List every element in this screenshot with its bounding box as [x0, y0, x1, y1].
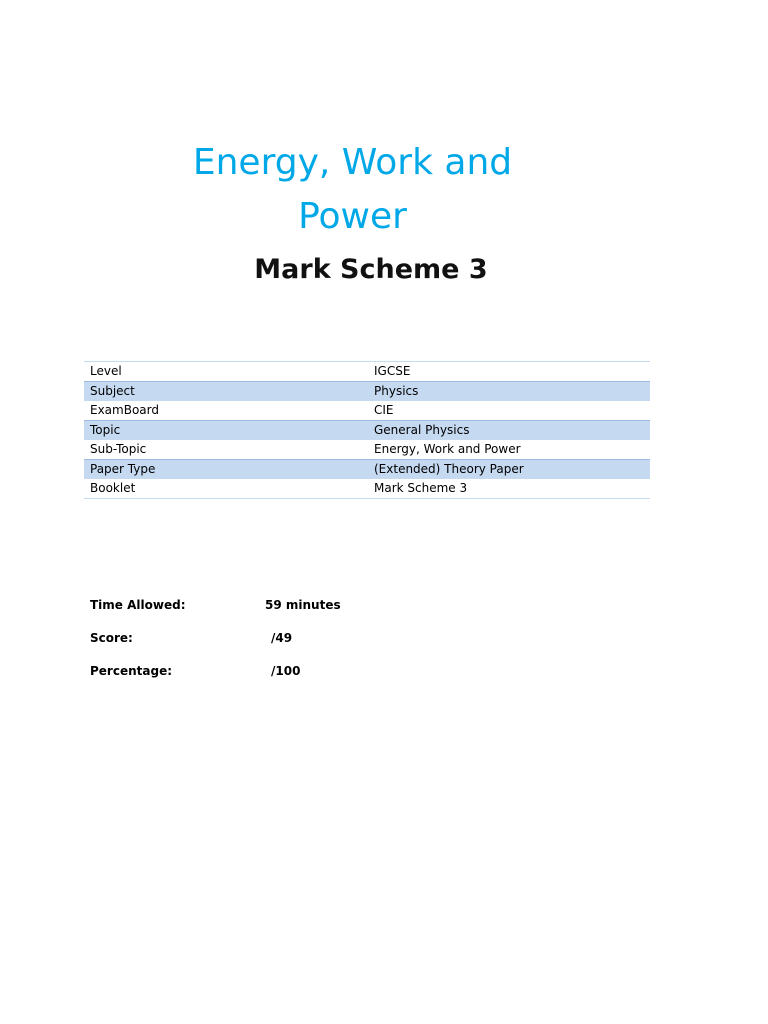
table-key: Topic — [84, 420, 368, 440]
table-row-sub-topic — [84, 440, 650, 460]
table-key: ExamBoard — [84, 401, 368, 421]
table-value: Mark Scheme 3 — [368, 479, 650, 499]
info-table — [84, 361, 650, 499]
table-value: Energy, Work and Power — [368, 440, 650, 460]
time-allowed-label: Time Allowed: — [90, 598, 186, 612]
table-row-paper-type — [84, 459, 650, 479]
table-key: Subject — [84, 381, 368, 401]
document-subtitle: Mark Scheme 3 — [254, 254, 488, 285]
score-value: /49 — [271, 631, 293, 645]
time-allowed-value: 59 minutes — [265, 598, 341, 612]
table-row-level — [84, 362, 650, 382]
table-value: General Physics — [368, 420, 650, 440]
percentage-value: /100 — [271, 664, 301, 678]
table-value: (Extended) Theory Paper — [368, 459, 650, 479]
table-key: Sub-Topic — [84, 440, 368, 460]
table-key: Level — [84, 362, 368, 382]
table-value: CIE — [368, 401, 650, 421]
table-row-subject — [84, 381, 650, 401]
table-row-topic — [84, 420, 650, 440]
table-key: Booklet — [84, 479, 368, 499]
table-row-booklet — [84, 479, 650, 499]
document-title: Energy, Work and Power — [192, 142, 513, 237]
percentage-label: Percentage: — [90, 664, 173, 678]
score-label: Score: — [90, 631, 133, 645]
table-value: IGCSE — [368, 362, 650, 382]
table-key: Paper Type — [84, 459, 368, 479]
table-row-examboard — [84, 401, 650, 421]
table-value: Physics — [368, 381, 650, 401]
